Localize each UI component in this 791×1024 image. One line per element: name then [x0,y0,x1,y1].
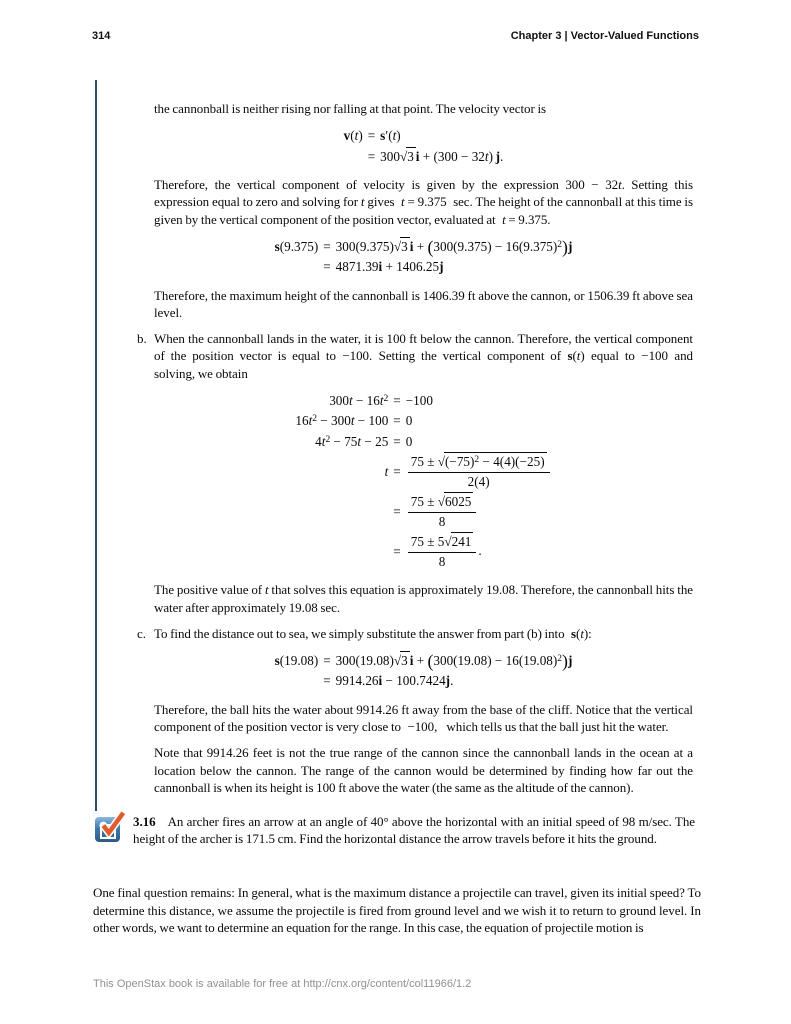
equals-sign: = [367,128,376,144]
solution-paragraph: Therefore, the vertical component of velocity is given by the expression 300 − 32t. Setting this expression equal to zero and solving for t gives t = 9.375 sec. The height of the cannonball at this time is given by the vertical component of the position vector, evaluated at t = 9.375. [154,177,694,227]
big-paren: ( [427,651,434,672]
page-header [92,30,699,42]
equation-rhs [406,452,552,492]
radical-overline: 241 [451,534,472,550]
equals-sign: = [367,148,376,164]
equation-rhs: $\frac{75 \pm 5√241}{8}$ . [406,532,552,572]
radical-overline: 3 [401,238,408,254]
equation-rhs: 9914.26i − 100.7424j. [335,673,454,689]
equation-lhs: v(t) [343,128,363,144]
equation-row [344,147,504,168]
radical-overline: 3 [407,148,414,164]
equation-row [275,651,573,672]
equation-lhs: $4t^2 - 75t - 25$ [315,433,389,449]
equation-lhs [344,147,363,168]
equation-rhs [406,492,552,532]
equals-sign: = [393,544,401,560]
big-paren: ) [562,236,568,257]
equation-lhs: s(9.375) [274,238,319,254]
equation-row [344,126,504,147]
equation-lhs [295,492,388,532]
solution-paragraph: Note that 9914.26 feet is not the true range of the cannon since the cannonball lands in the ocean at a location below the cannon. The range of the cannon would be determined by finding how far out the cannonball is when its height is 100 ft above the water (the same as the altitude of the cannon). [154,745,693,795]
equals-sign: = [323,259,331,275]
solution-paragraph: Therefore, the ball hits the water about 9914.26 ft away from the base of the cliff. Notice that the vertical component of the position vector is very close to −100, which tells us that the ball just hit the water. [154,701,693,735]
fraction-numerator: $75 \pm √(-75)^2 - 4(4)(-25)$ [408,454,550,473]
equation-row [295,391,551,412]
solution-paragraph: the cannonball is neither rising nor falling at that point. The velocity vector is [154,101,547,116]
equation-row [295,411,551,432]
solution-paragraph: Therefore, the maximum height of the cannonball is 1406.39 ft above the cannon, or 1506.39 ft above sea level. [154,287,693,321]
equation-rhs: 300(9.375)√3 $i + (300(9.375) - 16(9.375)^2)j$ [335,236,573,257]
radical-overline: 3 [401,652,408,668]
equation-lhs: t [384,464,389,480]
equation-velocity [344,126,504,167]
equation-rhs: 300√3 i + (300 − 32t) j. [380,148,504,164]
equation-rhs: s′(t) [380,128,401,144]
fraction-numerator: 75 ± 5√241 [408,534,477,553]
equation-rhs: 0 [405,413,413,429]
checkpoint-text [133,813,695,848]
equals-sign: = [323,238,331,254]
big-paren: ( [427,236,434,257]
equation-lhs [275,257,319,278]
equation-row [295,452,551,492]
closing-paragraph: One final question remains: In general, what is the maximum distance a projectile can travel, given its initial speed? To determine this distance, we assume the projectile is fired from ground level and we wish it to return to ground level. In other words, we want to determine an equation for the range. In this case, the equation of projectile motion is [93,885,701,936]
equation-quadratic-solve [295,391,551,573]
equation-row [295,492,551,532]
page-number: 314 [92,30,111,42]
list-item-b [137,330,694,382]
fraction [406,494,479,530]
fraction-denominator: 8 [438,553,446,569]
equation-lhs: $300t - 16t^2$ [329,392,389,408]
equation-row [275,257,573,278]
checkpoint-question: An archer fires an arrow at an angle of 40° above the horizontal with an initial speed of 98 m/sec. The height of the archer is 171.5 cm. Find the horizontal distance the arrow travels before it hits the ground. [133,814,695,847]
solution-paragraph: The positive value of t that solves this equation is approximately 19.08. Therefore, the cannonball hits the water after approximately 19.08 sec. [154,582,693,615]
checkpoint-block [95,813,695,848]
equals-sign: = [393,392,401,408]
equation-rhs: −100 [405,392,433,408]
equation-row [295,432,551,453]
equation-rhs: 300(19.08)√3 $i + (300(19.08) - 16(19.08)^2)j$ [335,651,573,672]
footer-attribution: This OpenStax book is available for free at http://cnx.org/content/col11966/1.2 [93,978,472,990]
equals-sign: = [323,673,331,689]
checkpoint-number: 3.16 [133,814,156,829]
equation-rhs: 4871.39i + 1406.25j [335,259,444,275]
big-paren: ) [562,651,568,672]
equation-row [275,237,573,258]
equals-sign: = [323,652,331,668]
checkmark-icon [97,811,126,840]
radical-overline: 6025 [445,494,472,510]
equals-sign: = [393,433,401,449]
fraction-denominator: 8 [438,513,446,529]
equation-position-at-9375 [275,237,573,278]
example-solution-block [97,80,693,796]
equation-position-at-1908 [275,651,573,692]
equals-sign: = [393,464,401,480]
equation-lhs [295,532,388,572]
equals-sign: = [393,413,401,429]
list-item-c-text: To find the distance out to sea, we simply substitute the answer from part (b) into s(t): [154,625,592,641]
radical-overline: $(-75)^2 - 4(4)(-25)$ [445,454,545,470]
fraction-denominator: 2(4) [467,473,490,489]
list-item-c [137,625,693,642]
list-item-b-text: When the cannonball lands in the water, it is 100 ft below the cannon. Therefore, the vertical component of the position vector is equal to −100. Setting the vertical component of s(t) equal to −100 and solving, we obtain [154,331,694,381]
equation-lhs: s(19.08) [274,652,319,668]
fraction [406,454,552,490]
equation-rhs: 0 [405,433,413,449]
list-marker-c: c. [137,625,147,641]
fraction [406,534,479,570]
equation-lhs [275,671,319,692]
checkpoint-checkbox-icon [95,813,124,843]
list-marker-b: b. [137,331,147,347]
equation-lhs: $16t^2 - 300t - 100$ [295,413,389,429]
fraction-numerator: 75 ± √6025 [408,494,477,513]
equation-row [275,671,573,692]
equals-sign: = [393,504,401,520]
equation-row [295,532,551,572]
chapter-title: Chapter 3 | Vector-Valued Functions [510,30,699,42]
